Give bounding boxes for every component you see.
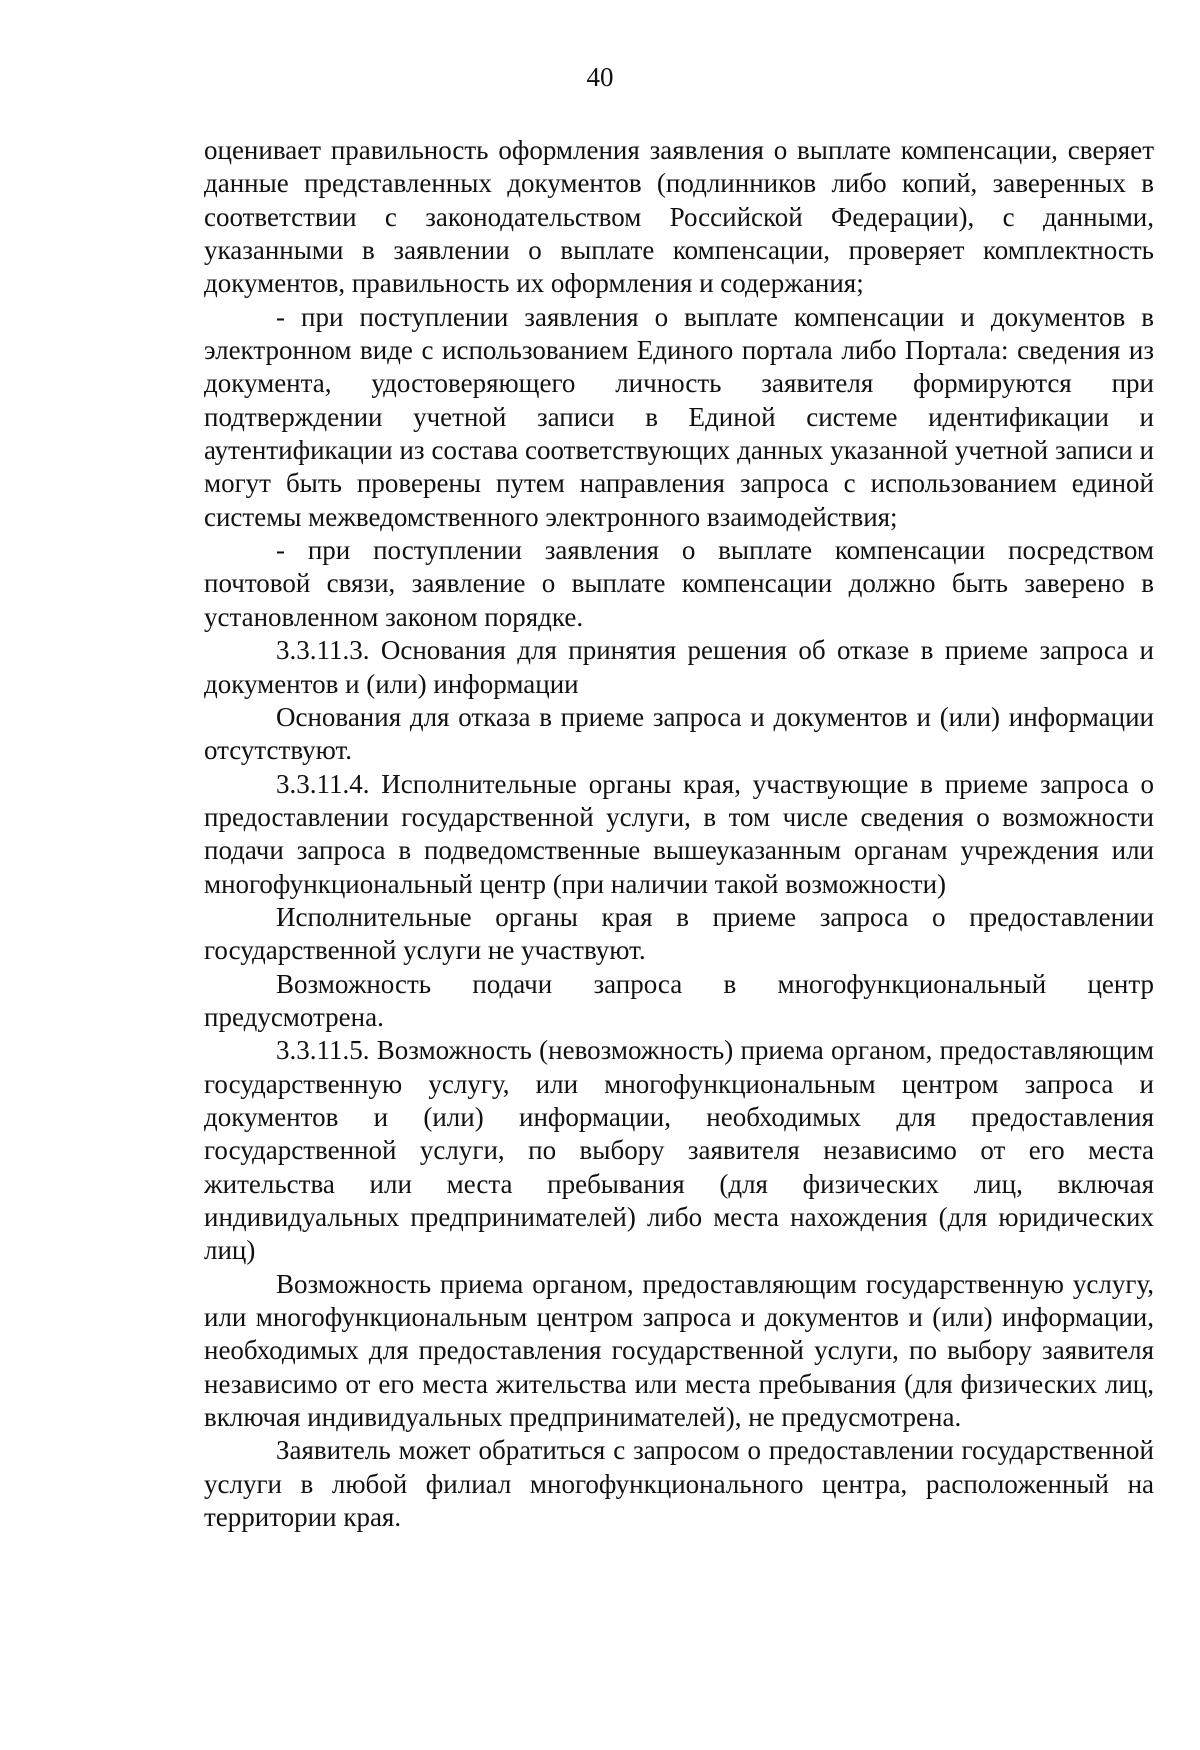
paragraph-any-branch: Заявитель может обратиться с запросом о предоставлении государственной услуги в любой филиал многофункционального центра, расположенный на территории края. <box>204 1435 1154 1533</box>
section-heading-3-3-11-4: 3.3.11.4. Исполнительные органы края, участвующие в приеме запроса о предоставлении государственной услуги, в том числе сведения о возможности подачи запроса в подведомственные вышеуказанным органам учреждения или многофункциональный центр (при наличии такой возможности) <box>204 768 1154 899</box>
paragraph-electronic-submission: - при поступлении заявления о выплате компенсации и документов в электронном виде с использованием Единого портала либо Портала: сведения из документа, удостоверяющего личность заявителя формируются при подтверждении учетной записи в Единой системе идентификации и аутентификации из состава соответствующих данных указанной учетной записи и могут быть проверены путем направления запроса с использованием единой системы межведомственного электронного взаимодействия; <box>204 301 1154 532</box>
paragraph-postal-submission: - при поступлении заявления о выплате компенсации посредством почтовой связи, заявление о выплате компенсации должно быть заверено в установленном законом порядке. <box>204 535 1154 632</box>
paragraph-executive-bodies: Исполнительные органы края в приеме запроса о предоставлении государственной услуги не участвуют. <box>204 901 1154 966</box>
paragraph-no-refusal-grounds: Основания для отказа в приеме запроса и документов и (или) информации отсутствуют. <box>204 701 1154 766</box>
document-body <box>204 134 1154 1534</box>
section-heading-3-3-11-5: 3.3.11.5. Возможность (невозможность) приема органом, предоставляющим государственную услугу, или многофункциональным центром запроса и документов и (или) информации, необходимых для предоставления государственной услуги, по выбору заявителя независимо от его места жительства или места пребывания (для физических лиц, включая индивидуальных предпринимателей) либо места нахождения (для юридических лиц) <box>204 1035 1154 1266</box>
section-heading-3-3-11-3: 3.3.11.3. Основания для принятия решения об отказе в приеме запроса и документов и (или) информации <box>204 635 1154 699</box>
paragraph-verification-continued: оценивает правильность оформления заявления о выплате компенсации, сверяет данные представленных документов (подлинников либо копий, заверенных в соответствии с законодательством Российской Федерации), с данными, указанными в заявлении о выплате компенсации, проверяет комплектность документов, правильность их оформления и содержания; <box>204 135 1154 299</box>
page-number: 40 <box>586 62 614 92</box>
paragraph-mfc-possibility: Возможность подачи запроса в многофункциональный центр предусмотрена. <box>204 968 1154 1032</box>
paragraph-extraterritorial: Возможность приема органом, предоставляющим государственную услугу, или многофункциональным центром запроса и документов и (или) информации, необходимых для предоставления государственной услуги, по выбору заявителя независимо от его места жительства или места пребывания (для физических лиц, включая индивидуальных предпринимателей), не предусмотрена. <box>204 1268 1154 1433</box>
